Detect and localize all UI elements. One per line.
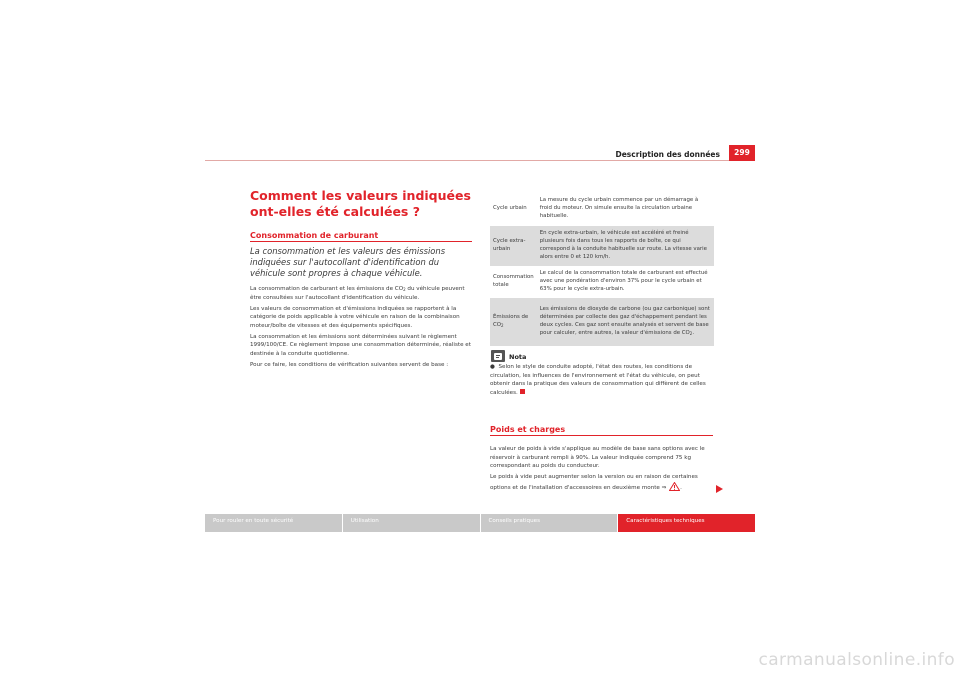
note-icon — [491, 350, 505, 362]
section-title: Description des données — [615, 150, 720, 159]
fuel-paragraph: La consommation de carburant et les émissions de $CO_2$ du véhicule peuvent être consultées sur l'autocollant d'identification du véhicule. — [250, 286, 465, 301]
end-of-section-icon — [520, 389, 525, 394]
watermark: carmanualsonline.info — [758, 650, 955, 670]
weight-heading: Poids et charges — [490, 425, 566, 434]
cycle-description: La mesure du cycle urbain commence par un démarrage à froid du moteur. On simule ensuite la circulation urbaine habituelle. — [539, 197, 699, 219]
tab-safety[interactable]: Pour rouler en toute sécurité — [205, 514, 342, 532]
weight-body — [490, 445, 716, 495]
weight-paragraph: La valeur de poids à vide s'applique au modèle de base sans options avec le réservoir à carburant rempli à 90%. La valeur indiquée comprend 75 kg correspondant au poids du conducteur. — [490, 446, 705, 470]
next-page-arrow-icon[interactable] — [716, 485, 723, 493]
fuel-lead: La consommation et les valeurs des émissions indiquées sur l'autocollant d'identification du véhicule sont propres à chaque véhicule. — [250, 246, 446, 278]
fuel-paragraph: La consommation et les émissions sont déterminées suivant le règlement 1999/100/CE. Ce règlement impose une consommation déterminée, réaliste et destinée à la conduite quotidienne. — [250, 333, 471, 357]
fuel-paragraph: Les valeurs de consommation et d'émissions indiquées se rapportent à la catégorie de poids applicable à votre véhicule en raison de la combinaison moteur/boîte de vitesses et des équipements spécifiques. — [250, 305, 460, 329]
cycle-description: Les émissions de dioxyde de carbone (ou gaz carbonique) sont déterminées par collecte des gaz d'échappement pendant les deux cycles. Ces gaz sont ensuite analysés et servent de base pour calculer, entre autres, la valeur d'émissions de $CO_2$. — [537, 298, 714, 346]
footer-nav — [205, 514, 755, 532]
weight-heading-rule — [490, 435, 713, 436]
bullet-icon: ● — [490, 364, 495, 370]
note-text: ● Selon le style de conduite adopté, l'état des routes, les conditions de circulation, les influences de l'environnement et l'état du véhicule, on peut obtenir dans la pratique des valeurs de consommation qui diffèrent de celles calculées. — [490, 364, 706, 396]
test-cycle-table — [490, 192, 714, 346]
fuel-paragraph: Pour ce faire, les conditions de vérification suivantes servent de base : — [250, 361, 449, 368]
table-row — [490, 298, 714, 346]
fuel-heading: Consommation de carburant — [250, 231, 379, 240]
cycle-term: Cycle urbain — [493, 205, 527, 212]
cycle-term: Émissions de $CO_2$ — [490, 298, 537, 346]
tab-technical-specs[interactable]: Caractéristiques techniques — [618, 514, 755, 532]
tab-operation[interactable]: Utilisation — [343, 514, 480, 532]
cycle-term: Cycle extra-urbain — [490, 226, 537, 266]
cycle-description: En cycle extra-urbain, le véhicule est accéléré et freiné plusieurs fois dans tous les rapports de boîte, ce qui correspond à la conduite habituelle sur route. La vitesse varie alors entre 0 et 120 km/h. — [537, 226, 714, 266]
warning-icon[interactable] — [669, 482, 680, 491]
cycle-description: Le calcul de la consommation totale de carburant est effectué avec une pondération d'environ 37% pour le cycle urbain et 63% pour le cycle extra-urbain. — [539, 270, 708, 292]
table-row — [490, 266, 714, 298]
cycle-term: Consommation totale — [493, 274, 534, 288]
page-number: 299 — [729, 145, 755, 161]
table-row — [490, 226, 714, 266]
weight-paragraph: Le poids à vide peut augmenter selon la version ou en raison de certaines options et de l'installation d'accessoires en deuxième monte ⇒ . — [490, 474, 698, 491]
table-row — [490, 192, 714, 226]
tab-practical-tips[interactable]: Conseils pratiques — [481, 514, 618, 532]
note-label: Nota — [509, 353, 527, 361]
page-title: Comment les valeurs indiquées ont-elles été calculées ? — [250, 188, 471, 219]
fuel-body — [250, 285, 475, 372]
fuel-heading-rule — [250, 241, 472, 242]
header-rule — [205, 160, 755, 161]
